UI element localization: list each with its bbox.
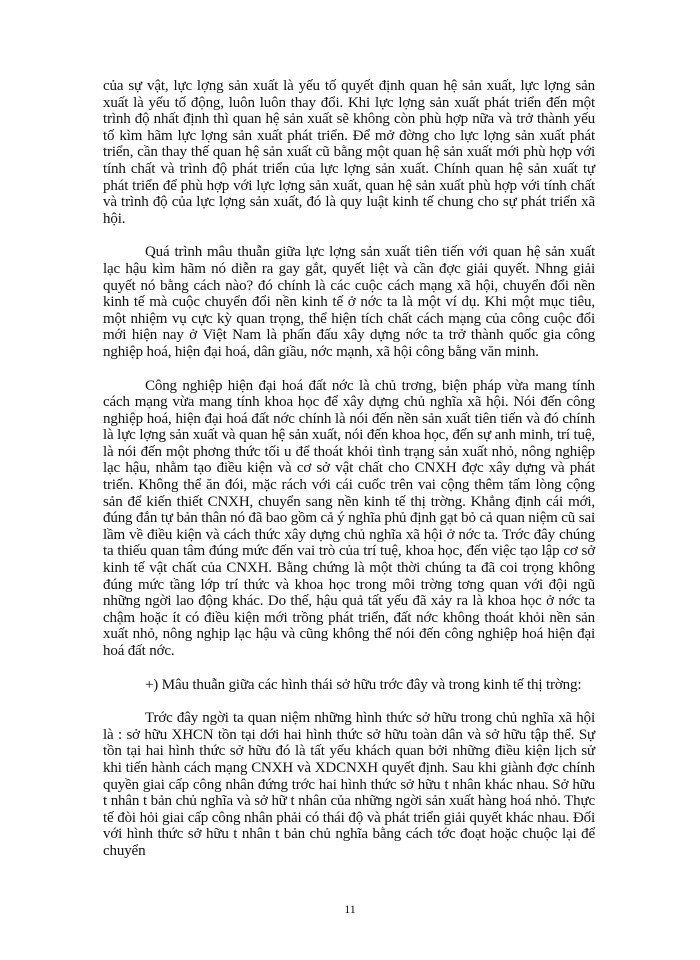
- paragraph-3: Công nghiệp hiện đại hoá đất nớc là chủ trơng, biện pháp vừa mang tính cách mạng vừa mang tính khoa học để xây dựng chủ nghĩa xã hội. Nói đến công nghiệp hoá, hiện đại hoá đất nớc chính là nói đến nền sản xuất tiên tiến và đó chính là lực lợng sản xuất và quan hệ sản xuất, nói đến khoa học, đến sự anh minh, trí tuệ, là nói đến một phơng thức tối u để thoát khỏi tình trạng sản xuất nhỏ, nông nghiệp lạc hậu, nhằm tạo điều kiện và cơ sở vật chất cho CNXH đợc xây dựng và phát triển. Không thể ăn đói, mặc rách với cái cuốc trên vai cộng thêm tấm lòng cộng sản để kiến thiết CNXH, chuyển sang nền kinh tế thị trờng. Khẳng định cái mới, đúng đắn tự bản thân nó đã bao gồm cả ý nghĩa phủ định gạt bỏ cả quan niệm cũ sai lầm về điều kiện và cách thức xây dựng chủ nghĩa xã hội ở nớc ta. Trớc đây chúng ta thiếu quan tâm đúng mức đến vai trò của trí tuệ, khoa học, đến việc tạo lập cơ sở kinh tế vật chất của CNXH. Bằng chứng là một thời chúng ta đã coi trọng không đúng mức tầng lớp trí thức và khoa học trong môi trờng tơng quan với đội ngũ những ngời lao động khác. Do thế, hậu quả tất yếu đã xảy ra là khoa học ở nớc ta chậm hoặc ít có điều kiện mới trồng phát triển, đất nớc không thoát khỏi nền sản xuất nhỏ, nông nghịp lạc hậu và cũng không thể nói đến công nghiệp hoá hiện đại hoá đất nớc.: [103, 377, 595, 659]
- paragraph-2: Quá trình mâu thuẫn giữa lực lợng sản xuất tiên tiến với quan hệ sản xuất lạc hậu kìm hãm nó diễn ra gay gắt, quyết liệt và cần đợc giải quyết. Nhng giải quyết nó bằng cách nào? đó chính là các cuộc cách mạng xã hội, chuyển đổi nền kinh tế mà cuộc chuyển đổi nền kinh tế ở nớc ta là một ví dụ. Khi một mục tiêu, một nhiệm vụ cực kỳ quan trọng, thể hiện tích chất cách mạng của công cuộc đổi mới hiện nay ở Việt Nam là phấn đấu xây dựng nớc ta trở thành quốc gia công nghiệp hoá, hiện đại hoá, dân giầu, nớc mạnh, xã hội công bằng văn minh.: [103, 244, 595, 360]
- section-heading: +) Mâu thuẫn giữa các hình thái sở hữu trớc đây và trong kinh tế thị trờng:: [145, 676, 582, 693]
- paragraph-4: Trớc đây ngời ta quan niệm những hình thức sở hữu trong chủ nghĩa xã hội là : sở hữu XHCN tồn tại dới hai hình thức sở hữu toàn dân và sở hữu tập thể. Sự tồn tại hai hình thức sở hữu đó là tất yếu khách quan bởi những điều kiện lịch sử khi tiến hành cách mạng CNXH và XDCNXH quyết định. Sau khi giành đợc chính quyền giai cấp công nhân đứng trớc hai hình thức sở hữu t nhân khác nhau. Sở hữu t nhân t bản chủ nghĩa và sở hữ t nhân của những ngời sản xuất hàng hoá nhỏ. Thực tế đòi hỏi giai cấp công nhân phải có thái độ và phát triển giải quyết khác nhau. Đối với hình thức sở hữu t nhân t bản chủ nghĩa bằng cách tớc đoạt hoặc chuộc lại để chuyển: [103, 710, 595, 859]
- page-number: 11: [344, 902, 356, 916]
- paragraph-1: của sự vật, lực lợng sản xuất là yếu tố quyết định quan hệ sản xuất, lực lợng sản xuất là yếu tố động, luôn luôn thay đổi. Khi lực lợng sản xuất phát triển đến một trình độ nhất định thì quan hệ sản xuất sẽ không còn phù hợp nữa và trở thành yếu tố kìm hãm lực lợng sản xuất phát triển. Để mở đờng cho lực lợng sản xuất phát triển, cần thay thế quan hệ sản xuất cũ bằng một quan hệ sản xuất mới phù hợp với tính chất và trình độ phát triển của lực lợng sản xuất. Chính quan hệ sản xuất tự phát triển để phù hợp với lực lợng sản xuất, quan hệ sản xuất phù hợp với tính chất và trình độ của lực lợng sản xuất, đó là quy luật kinh tế chung cho sự phát triển xã hội.: [103, 78, 595, 227]
- document-body: [103, 78, 595, 860]
